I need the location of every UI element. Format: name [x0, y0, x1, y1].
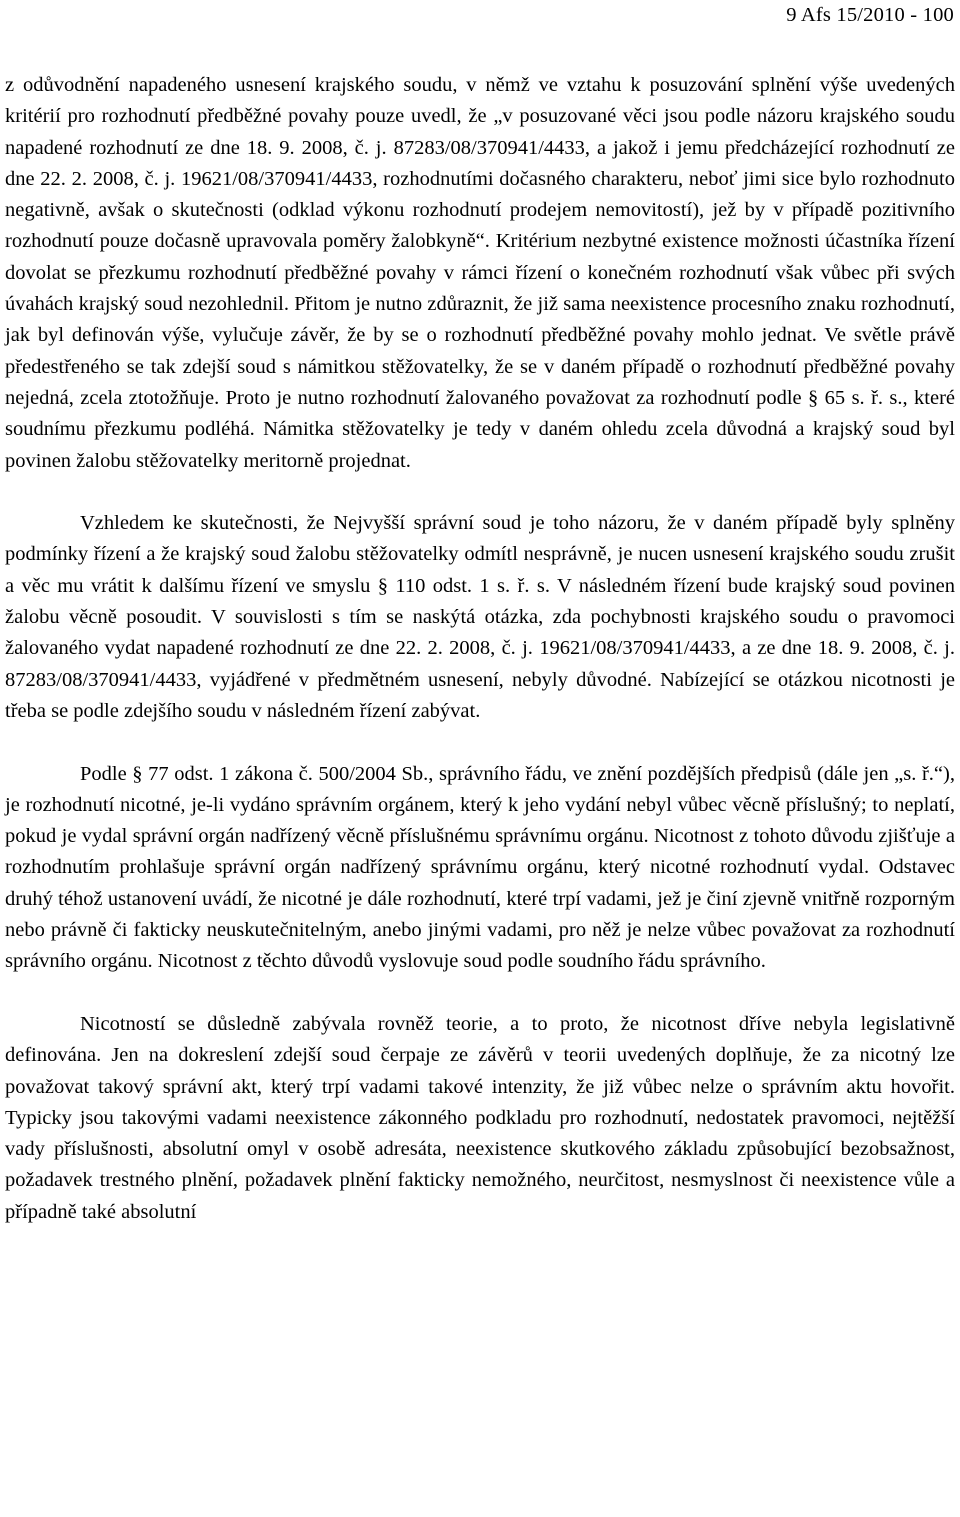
- paragraph-legal-basis: Podle § 77 odst. 1 zákona č. 500/2004 Sb., správního řádu, ve znění pozdějších předpisů (dále jen „s. ř.“), je rozhodnutí nicotné, je-li vydáno správním orgánem, který k jeho vydání nebyl vůbec věcně příslušný; to neplatí, pokud je vydal správní orgán nadřízený věcně příslušnému správnímu orgánu. Nicotnost z tohoto důvodu zjišťuje a rozhodnutím prohlašuje správní orgán nadřízený správnímu orgánu, který nicotné rozhodnutí vydal. Odstavec druhý téhož ustanovení uvádí, že nicotné je dále rozhodnutí, které trpí vadami, jež je činí zjevně vnitřně rozporným nebo právně či fakticky neuskutečnitelným, anebo jinými vadami, pro něž je nelze vůbec považovat za rozhodnutí správního orgánu. Nicotnost z těchto důvodů vyslovuje soud podle soudního řádu správního.: [5, 762, 955, 973]
- document-body: [5, 70, 955, 1228]
- paragraph-nullity-theory: Nicotností se důsledně zabývala rovněž teorie, a to proto, že nicotnost dříve nebyla legislativně definována. Jen na dokreslení zdejší soud čerpaje ze závěrů v teorii uvedených doplňuje, že za nicotný lze považovat takový správní akt, který trpí vadami takové intenzity, že již vůbec nelze o správním aktu hovořit. Typicky jsou takovými vadami neexistence zákonného podkladu pro rozhodnutí, nedostatek pravomoci, nejtěžší vady příslušnosti, absolutní omyl v osobě adresáta, neexistence skutkového základu způsobující bezobsažnost, požadavek trestného plnění, požadavek plnění fakticky nemožného, neurčitost, nesmyslnost či neexistence vůle a případně také absolutní: [5, 1012, 955, 1223]
- paragraph-continuation: z odůvodnění napadeného usnesení krajského soudu, v němž ve vztahu k posuzování splnění výše uvedených kritérií pro rozhodnutí předběžné povahy pouze uvedl, že „v posuzované věci jsou podle názoru krajského soudu napadené rozhodnutí ze dne 18. 9. 2008, č. j. 87283/08/370941/4433, a jakož i jemu předcházející rozhodnutí ze dne 22. 2. 2008, č. j. 19621/08/370941/4433, rozhodnutími dočasného charakteru, neboť jimi sice bylo rozhodnuto negativně, avšak o skutečnosti (odklad výkonu rozhodnutí prodejem nemovitostí), jež by v případě pozitivního rozhodnutí pouze dočasně upravovala poměry žalobkyně“. Kritérium nezbytné existence možnosti účastníka řízení dovolat se přezkumu rozhodnutí předběžné povahy v rámci řízení o konečném rozhodnutí však vůbec při svých úvahách krajský soud nezohlednil. Přitom je nutno zdůraznit, že již sama neexistence procesního znaku rozhodnutí, jak byl definován výše, vylučuje závěr, že by se o rozhodnutí předběžné povahy mohlo jednat. Ve světle právě předestřeného se tak zdejší soud s námitkou stěžovatelky, že se v daném případě o rozhodnutí předběžné povahy nejedná, zcela ztotožňuje. Proto je nutno rozhodnutí žalovaného považovat za rozhodnutí podle § 65 s. ř. s., které soudnímu přezkumu podléhá. Námitka stěžovatelky je tedy v daném ohledu zcela důvodná a krajský soud byl povinen žalobu stěžovatelky meritorně projednat.: [5, 74, 955, 472]
- case-number-header: 9 Afs 15/2010 - 100: [786, 4, 954, 26]
- paragraph-annulment-decision: Vzhledem ke skutečnosti, že Nejvyšší správní soud je toho názoru, že v daném případě byly splněny podmínky řízení a že krajský soud žalobu stěžovatelky odmítl nesprávně, je nucen usnesení krajského soudu zrušit a věc mu vrátit k dalšímu řízení ve smyslu § 110 odst. 1 s. ř. s. V následném řízení bude krajský soud povinen žalobu věcně posoudit. V souvislosti s tím se naskýtá otázka, zda pochybnosti krajského soudu o pravomoci žalovaného vydat napadené rozhodnutí ze dne 22. 2. 2008, č. j. 19621/08/370941/4433, a ze dne 18. 9. 2008, č. j. 87283/08/370941/4433, vyjádřené v předmětném usnesení, nebyly důvodné. Nabízející se otázkou nicotnosti je třeba se podle zdejšího soudu v následném řízení zabývat.: [5, 512, 955, 722]
